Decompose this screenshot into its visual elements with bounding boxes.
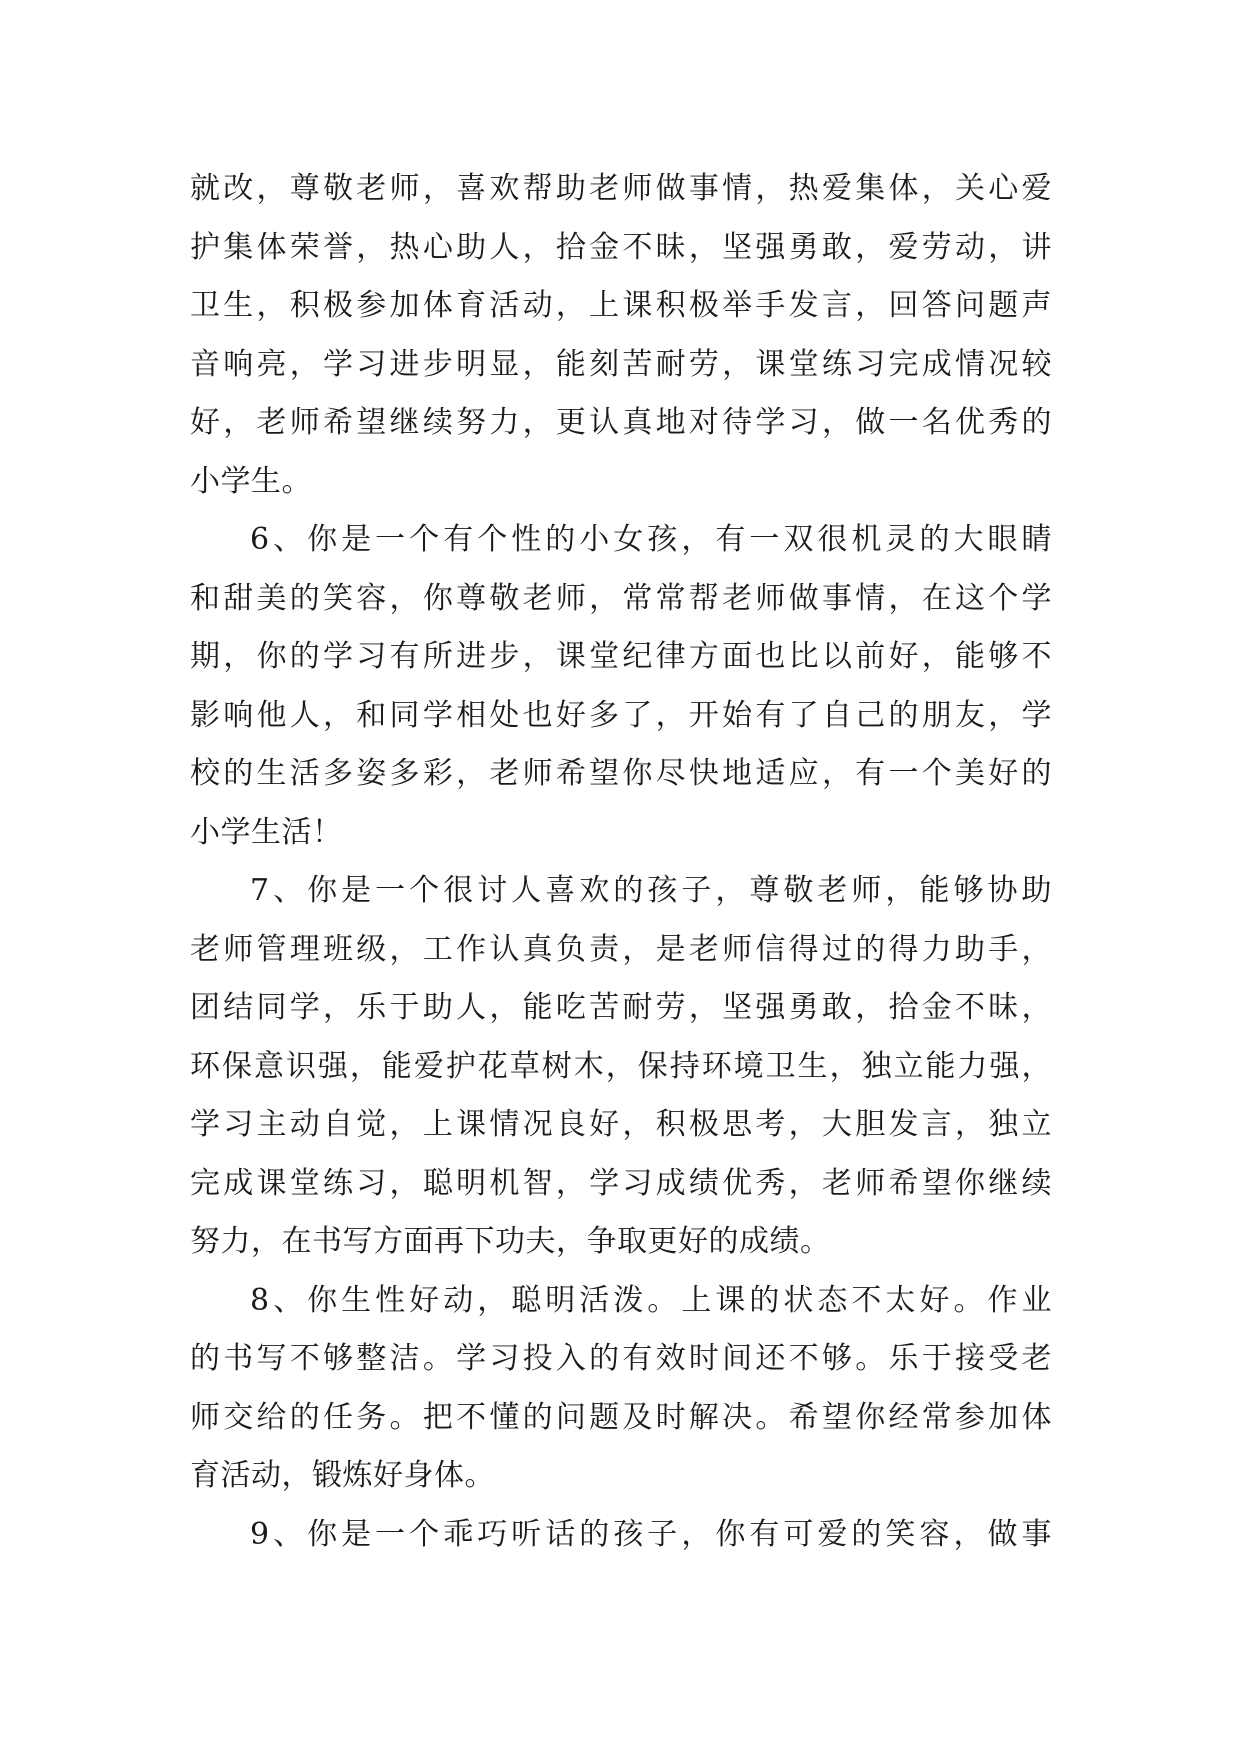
document-body — [190, 160, 1052, 1564]
text-line: 小学生。 — [190, 463, 312, 499]
text-line: 育活动，锻炼好身体。 — [190, 1458, 495, 1493]
paragraph-start-line: 9、你是一个乖巧听话的孩子，你有可爱的笑容，做事 — [250, 1516, 1052, 1552]
text-line: 校的生活多姿多彩，老师希望你尽快地适应，有一个美好的 — [190, 756, 1052, 791]
text-line: 团结同学，乐于助人，能吃苦耐劳，坚强勇敢，拾金不昧， — [190, 990, 1052, 1025]
text-line: 的书写不够整洁。学习投入的有效时间还不够。乐于接受老 — [190, 1341, 1052, 1376]
text-line: 完成课堂练习，聪明机智，学习成绩优秀，老师希望你继续 — [190, 1165, 1052, 1201]
text-line: 学习主动自觉，上课情况良好，积极思考，大胆发言，独立 — [190, 1107, 1052, 1142]
text-line: 和甜美的笑容，你尊敬老师，常常帮老师做事情，在这个学 — [190, 580, 1052, 616]
text-line: 努力，在书写方面再下功夫，争取更好的成绩。 — [190, 1224, 831, 1259]
text-line: 音响亮，学习进步明显，能刻苦耐劳，课堂练习完成情况较 — [190, 346, 1052, 382]
text-line: 小学生活！ — [190, 814, 343, 850]
text-line: 卫生，积极参加体育活动，上课积极举手发言，回答问题声 — [190, 288, 1052, 323]
text-line: 影响他人，和同学相处也好多了，开始有了自己的朋友，学 — [190, 697, 1052, 733]
text-line: 环保意识强，能爱护花草树木，保持环境卫生，独立能力强， — [190, 1048, 1052, 1084]
text-line: 老师管理班级，工作认真负责，是老师信得过的得力助手， — [190, 931, 1052, 967]
paragraph-start-line: 7、你是一个很讨人喜欢的孩子，尊敬老师，能够协助 — [250, 873, 1052, 908]
paragraph-start-line: 8、你生性好动，聪明活泼。上课的状态不太好。作业 — [250, 1282, 1052, 1318]
text-line: 护集体荣誉，热心助人，拾金不昧，坚强勇敢，爱劳动，讲 — [190, 229, 1052, 265]
text-line: 期，你的学习有所进步，课堂纪律方面也比以前好，能够不 — [190, 639, 1052, 674]
text-line: 师交给的任务。把不懂的问题及时解决。希望你经常参加体 — [190, 1399, 1052, 1435]
text-line: 就改，尊敬老师，喜欢帮助老师做事情，热爱集体，关心爱 — [190, 171, 1052, 206]
text-line: 好，老师希望继续努力，更认真地对待学习，做一名优秀的 — [190, 405, 1052, 440]
paragraph-start-line: 6、你是一个有个性的小女孩，有一双很机灵的大眼睛 — [250, 522, 1052, 557]
